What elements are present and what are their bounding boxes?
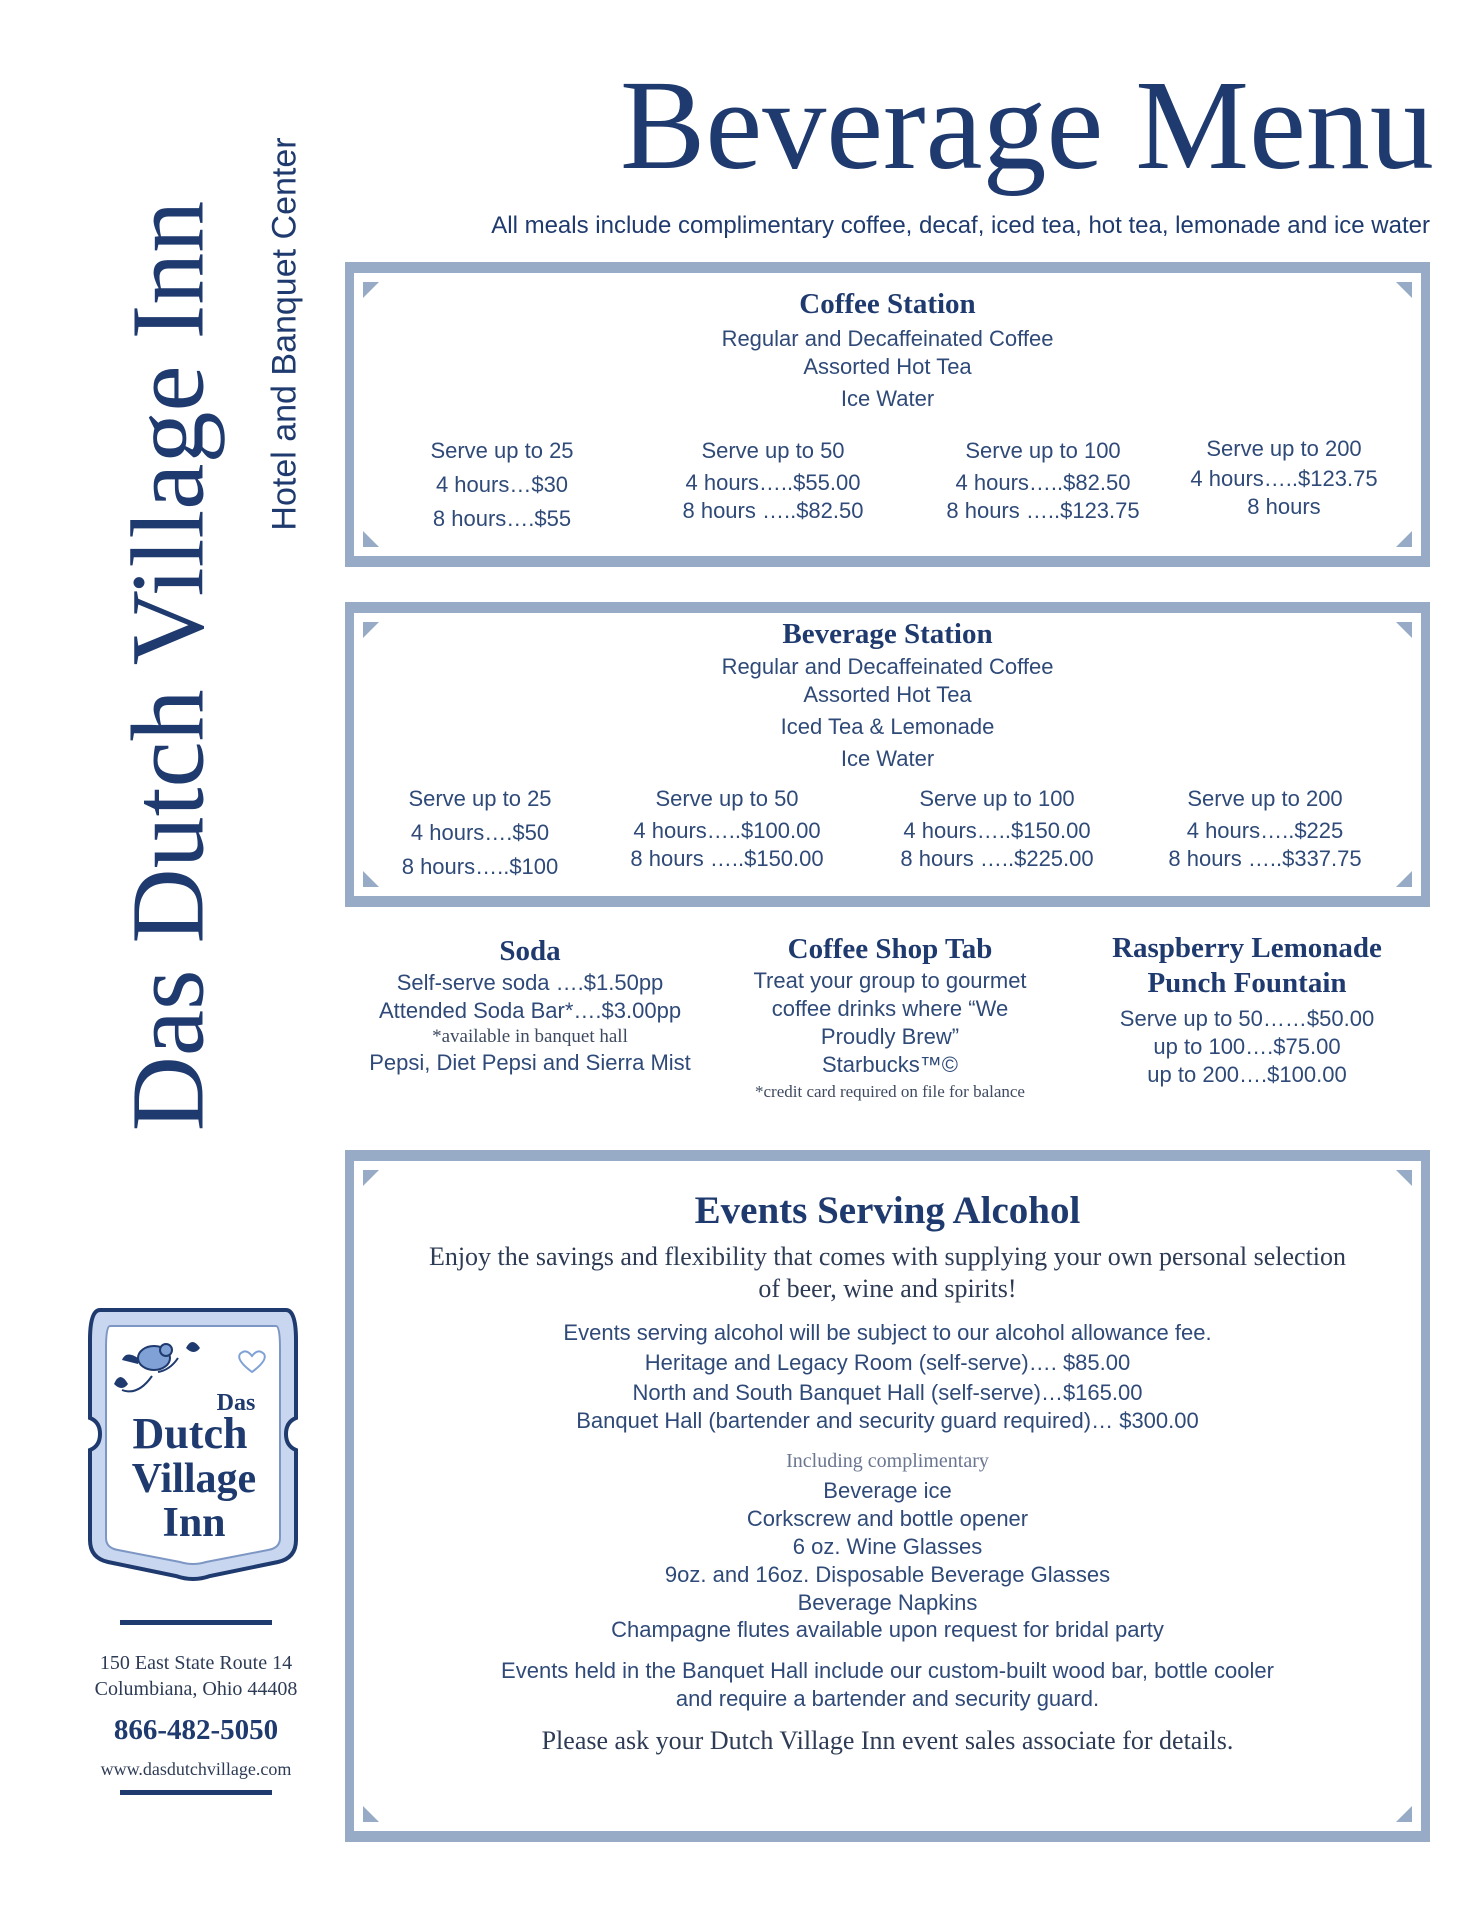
raspberry-title: Punch Fountain [1147,967,1347,999]
included-item: Champagne flutes available upon request for bridal party [611,1617,1164,1642]
raspberry-line: up to 200….$100.00 [1147,1062,1347,1087]
beverage-tier-200: Serve up to 200 4 hours…..$225 8 hours …..$337.75 [1168,786,1362,871]
coffee-tier-50: Serve up to 50 4 hours…..$55.00 8 hours …..$82.50 [682,438,864,523]
soda-line: Self-serve soda ….$1.50pp [396,970,664,995]
alcohol-fee-line: Heritage and Legacy Room (self-serve)…. $85.00 [644,1350,1131,1375]
address-line-2: Columbiana, Ohio 44408 [94,1678,298,1700]
coffee-shop-line: Proudly Brew” [820,1024,960,1049]
coffee-shop-line: coffee drinks where “We [771,996,1009,1021]
closing-note: Please ask your Dutch Village Inn event sales associate for details. [541,1726,1234,1755]
brand-vertical-subtitle: Hotel and Banquet Center [265,137,304,531]
logo-text-village: Village [131,1456,257,1502]
alcohol-intro: Enjoy the savings and flexibility that comes with supplying your own personal selection [428,1242,1347,1271]
inn-logo [82,1300,304,1590]
address-top-rule [120,1620,272,1625]
frame-top [345,1150,1430,1161]
included-item: Corkscrew and bottle opener [746,1506,1029,1531]
banquet-note: Events held in the Banquet Hall include our custom-built wood bar, bottle cooler [501,1658,1274,1683]
frame-top [345,262,1430,273]
soda-brands: Pepsi, Diet Pepsi and Sierra Mist [369,1050,691,1075]
alcohol-fee-line: North and South Banquet Hall (self-serve)…$165.00 [632,1380,1143,1405]
soda-note: *available in banquet hall [432,1026,628,1047]
alcohol-intro: of beer, wine and spirits! [758,1274,1017,1303]
beverage-station-item: Iced Tea & Lemonade [780,714,995,739]
beverage-station-item: Regular and Decaffeinated Coffee [721,654,1054,679]
beverage-tier-50: Serve up to 50 4 hours…..$100.00 8 hours …..$150.00 [630,786,824,871]
raspberry-section [1072,932,1422,1088]
alcohol-box [345,1150,1430,1842]
including-label: Including complimentary [786,1450,989,1472]
address-bottom-rule [120,1790,272,1795]
alcohol-fee-line: Banquet Hall (bartender and security guard required)… $300.00 [576,1408,1199,1433]
included-item: 9oz. and 16oz. Disposable Beverage Glasses [664,1562,1111,1587]
tagline: All meals include complimentary coffee, decaf, iced tea, hot tea, lemonade and ice water [491,212,1430,239]
address-line-1: 150 East State Route 14 [99,1652,293,1674]
coffee-tier-100: Serve up to 100 4 hours…..$82.50 8 hours …..$123.75 [946,438,1140,523]
coffee-shop-note: *credit card required on file for balance [755,1082,1025,1101]
raspberry-line: Serve up to 50……$50.00 [1119,1006,1375,1031]
soda-section [345,935,715,1076]
coffee-shop-line: Starbucks™© [821,1052,959,1077]
brand-vertical-title: Das Dutch Village Inn [110,200,226,1131]
beverage-station-box [345,602,1430,907]
beverage-station-item: Ice Water [840,746,935,771]
coffee-shop-title: Coffee Shop Tab [787,933,993,965]
coffee-shop-line: Treat your group to gourmet [753,968,1027,993]
coffee-tier-200: Serve up to 200 4 hours…..$123.75 8 hours [1190,436,1378,519]
logo-text-das: Das [216,1390,256,1416]
beverage-station-item: Assorted Hot Tea [803,682,972,707]
coffee-tier-25: Serve up to 25 4 hours…$30 8 hours….$55 [430,438,574,531]
frame-bottom [345,896,1430,907]
website-link[interactable]: www.dasdutchvillage.com [100,1759,292,1779]
phone-number: 866-482-5050 [113,1714,279,1746]
beverage-tier-25: Serve up to 25 4 hours….$50 8 hours…..$100 [401,786,559,879]
beverage-station-title: Beverage Station [782,618,993,650]
soda-title: Soda [499,935,561,967]
frame-bottom [345,1831,1430,1842]
raspberry-line: up to 100….$75.00 [1153,1034,1341,1059]
frame-bottom [345,556,1430,567]
contact-block [60,1650,332,1780]
soda-line: Attended Soda Bar*….$3.00pp [378,998,682,1023]
beverage-tier-100: Serve up to 100 4 hours…..$150.00 8 hours …..$225.00 [900,786,1094,871]
page-title: Beverage Menu [620,54,1434,196]
logo-text-dutch: Dutch [132,1409,248,1458]
coffee-station-box [345,262,1430,567]
included-item: 6 oz. Wine Glasses [792,1534,983,1559]
coffee-station-item: Assorted Hot Tea [803,354,972,379]
logo-text-inn: Inn [162,1500,226,1546]
included-item: Beverage Napkins [797,1590,978,1615]
coffee-station-item: Regular and Decaffeinated Coffee [721,326,1054,351]
raspberry-title: Raspberry Lemonade [1112,932,1382,964]
alcohol-title: Events Serving Alcohol [694,1189,1081,1232]
coffee-station-title: Coffee Station [799,288,976,320]
frame-top [345,602,1430,613]
alcohol-fee-line: Events serving alcohol will be subject to our alcohol allowance fee. [563,1320,1212,1345]
banquet-note: and require a bartender and security guard. [675,1686,1100,1711]
included-item: Beverage ice [823,1478,952,1503]
coffee-shop-section [720,933,1060,1102]
coffee-station-item: Ice Water [840,386,935,411]
